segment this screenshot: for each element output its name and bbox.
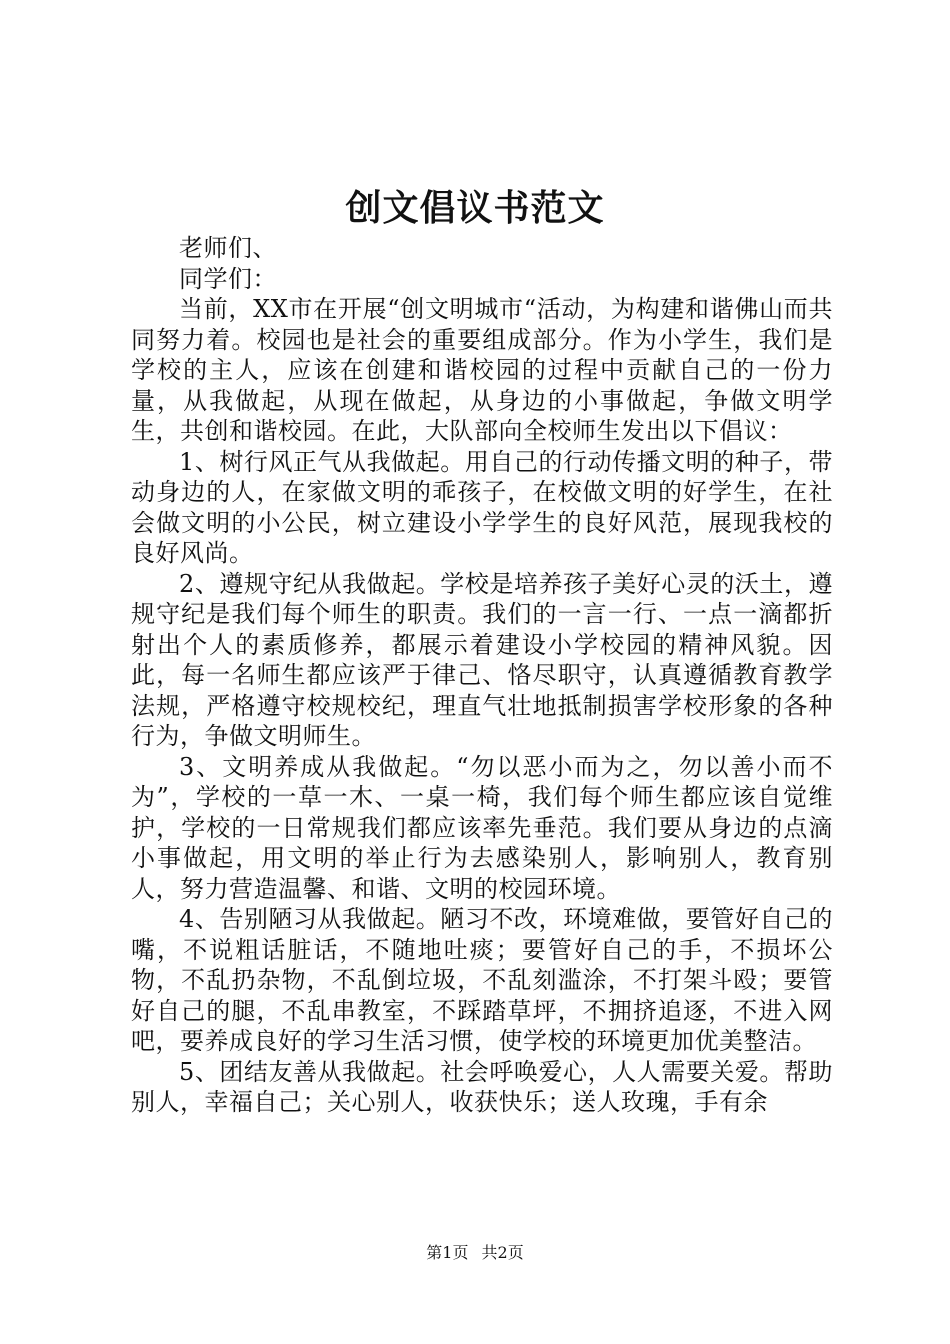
page-footer	[0, 1242, 950, 1264]
paragraph-item-2: 2、遵规守纪从我做起。学校是培养孩子美好心灵的沃土，遵规守纪是我们每个师生的职责。我们的一言一行、一点一滴都折射出个人的素质修养，都展示着建设小学校园的精神风貌。因此，每一名师生都应该严于律己、恪尽职守，认真遵循教育教学法规，严格遵守校规校纪，理直气壮地抵制损害学校形象的各种行为，争做文明师生。	[131, 569, 833, 750]
paragraph-item-3: 3、文明养成从我做起。“勿以恶小而为之，勿以善小而不为”，学校的一草一木、一桌一椅，我们每个师生都应该自觉维护，学校的一日常规我们都应该率先垂范。我们要从身边的点滴小事做起，用文明的举止行为去感染别人，影响别人，教育别人，努力营造温馨、和谐、文明的校园环境。	[131, 752, 833, 903]
salutation-teachers: 老师们、	[179, 234, 277, 262]
paragraph-item-4: 4、告别陋习从我做起。陋习不改，环境难做，要管好自己的嘴，不说粗话脏话，不随地吐痰；要管好自己的手，不损坏公物，不乱扔杂物，不乱倒垃圾，不乱刻滥涂，不打架斗殴；要管好自己的腿，不乱串教室，不踩踏草坪，不拥挤追逐，不进入网吧，要养成良好的学习生活习惯，使学校的环境更加优美整洁。	[131, 905, 833, 1055]
paragraph-intro: 当前，XX市在开展“创文明城市“活动，为构建和谐佛山而共同努力着。校园也是社会的重要组成部分。作为小学生，我们是学校的主人，应该在创建和谐校园的过程中贡献自己的一份力量，从我做起，从现在做起，从身边的小事做起，争做文明学生，共创和谐校园。在此，大队部向全校师生发出以下倡议：	[131, 295, 833, 445]
page-total: 共2页	[481, 1243, 524, 1262]
document-title: 创文倡议书范文	[345, 187, 605, 229]
paragraph-item-1: 1、树行风正气从我做起。用自己的行动传播文明的种子，带动身边的人，在家做文明的乖孩子，在校做文明的好学生，在社会做文明的小公民，树立建设小学学生的良好风范，展现我校的良好风尚。	[131, 447, 833, 567]
page-number: 第1页	[426, 1243, 469, 1262]
paragraph-item-5: 5、团结友善从我做起。社会呼唤爱心，人人需要关爱。帮助别人，幸福自己；关心别人，收获快乐；送人玫瑰，手有余	[131, 1057, 833, 1116]
salutation-students: 同学们：	[179, 264, 277, 293]
document-body	[131, 233, 833, 1118]
